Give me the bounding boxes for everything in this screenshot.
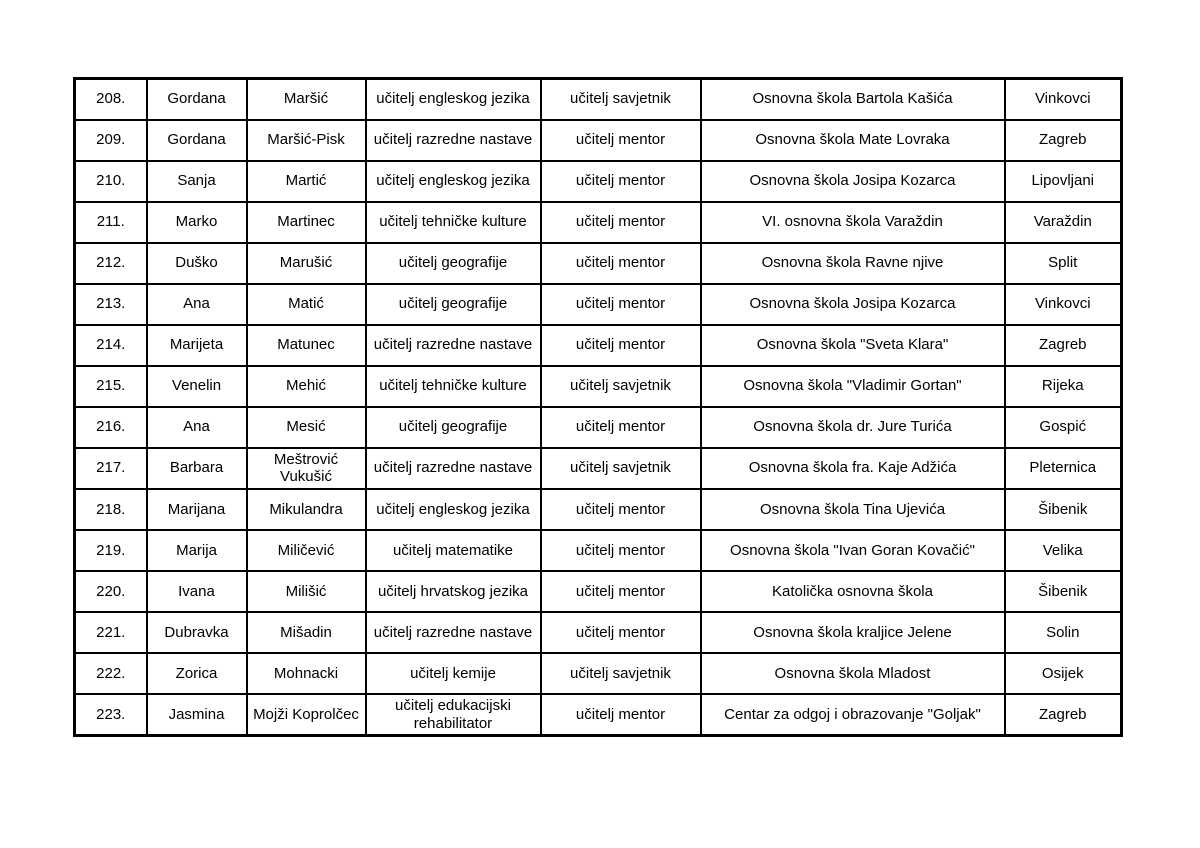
cell-school: Osnovna škola "Sveta Klara" (701, 325, 1005, 366)
cell-number: 222. (75, 653, 147, 694)
cell-first-name: Zorica (147, 653, 247, 694)
cell-status: učitelj mentor (541, 161, 701, 202)
cell-number: 211. (75, 202, 147, 243)
table-row (75, 530, 1122, 571)
cell-status: učitelj mentor (541, 120, 701, 161)
cell-title: učitelj razredne nastave (366, 325, 541, 366)
table-row (75, 284, 1122, 325)
table-row (75, 407, 1122, 448)
cell-number: 217. (75, 448, 147, 489)
cell-status: učitelj savjetnik (541, 448, 701, 489)
cell-city: Varaždin (1005, 202, 1122, 243)
cell-last-name: Mehić (247, 366, 366, 407)
cell-first-name: Gordana (147, 79, 247, 120)
cell-number: 210. (75, 161, 147, 202)
cell-title: učitelj matematike (366, 530, 541, 571)
cell-school: Osnovna škola fra. Kaje Adžića (701, 448, 1005, 489)
table-row (75, 120, 1122, 161)
cell-first-name: Marijana (147, 489, 247, 530)
cell-number: 208. (75, 79, 147, 120)
cell-last-name: Mišadin (247, 612, 366, 653)
cell-title: učitelj geografije (366, 243, 541, 284)
cell-number: 218. (75, 489, 147, 530)
cell-school: Osnovna škola Mladost (701, 653, 1005, 694)
table-row (75, 489, 1122, 530)
cell-number: 214. (75, 325, 147, 366)
table-row (75, 694, 1122, 736)
table-row (75, 79, 1122, 120)
table-row (75, 161, 1122, 202)
cell-city: Šibenik (1005, 571, 1122, 612)
cell-school: Osnovna škola "Vladimir Gortan" (701, 366, 1005, 407)
cell-school: Osnovna škola Josipa Kozarca (701, 161, 1005, 202)
cell-last-name: Mikulandra (247, 489, 366, 530)
cell-city: Vinkovci (1005, 79, 1122, 120)
cell-city: Gospić (1005, 407, 1122, 448)
table-row (75, 366, 1122, 407)
cell-last-name: Miličević (247, 530, 366, 571)
cell-status: učitelj mentor (541, 407, 701, 448)
cell-school: Osnovna škola Tina Ujevića (701, 489, 1005, 530)
cell-first-name: Jasmina (147, 694, 247, 736)
cell-school: Katolička osnovna škola (701, 571, 1005, 612)
cell-first-name: Marko (147, 202, 247, 243)
cell-status: učitelj mentor (541, 612, 701, 653)
cell-city: Osijek (1005, 653, 1122, 694)
cell-title: učitelj edukacijski rehabilitator (366, 694, 541, 736)
cell-first-name: Barbara (147, 448, 247, 489)
cell-title: učitelj hrvatskog jezika (366, 571, 541, 612)
cell-last-name: Maršić (247, 79, 366, 120)
cell-number: 209. (75, 120, 147, 161)
cell-title: učitelj razredne nastave (366, 448, 541, 489)
cell-title: učitelj engleskog jezika (366, 489, 541, 530)
cell-city: Solin (1005, 612, 1122, 653)
cell-status: učitelj mentor (541, 243, 701, 284)
cell-last-name: Matunec (247, 325, 366, 366)
cell-number: 223. (75, 694, 147, 736)
cell-status: učitelj mentor (541, 530, 701, 571)
cell-title: učitelj tehničke kulture (366, 366, 541, 407)
cell-city: Zagreb (1005, 325, 1122, 366)
cell-city: Lipovljani (1005, 161, 1122, 202)
cell-last-name: Martinec (247, 202, 366, 243)
cell-school: Osnovna škola Bartola Kašića (701, 79, 1005, 120)
table-row (75, 325, 1122, 366)
cell-city: Velika (1005, 530, 1122, 571)
cell-status: učitelj mentor (541, 489, 701, 530)
cell-first-name: Ana (147, 284, 247, 325)
cell-first-name: Sanja (147, 161, 247, 202)
cell-school: Osnovna škola dr. Jure Turića (701, 407, 1005, 448)
cell-last-name: Marušić (247, 243, 366, 284)
cell-first-name: Ivana (147, 571, 247, 612)
cell-status: učitelj mentor (541, 325, 701, 366)
cell-title: učitelj geografije (366, 284, 541, 325)
cell-status: učitelj mentor (541, 284, 701, 325)
table-row (75, 571, 1122, 612)
cell-last-name: Mojži Koprolčec (247, 694, 366, 736)
cell-city: Split (1005, 243, 1122, 284)
cell-last-name: Maršić-Pisk (247, 120, 366, 161)
cell-title: učitelj engleskog jezika (366, 161, 541, 202)
cell-number: 221. (75, 612, 147, 653)
cell-last-name: Milišić (247, 571, 366, 612)
cell-number: 219. (75, 530, 147, 571)
cell-city: Zagreb (1005, 694, 1122, 736)
table-row (75, 243, 1122, 284)
cell-status: učitelj mentor (541, 202, 701, 243)
cell-city: Pleternica (1005, 448, 1122, 489)
cell-last-name: Meštrović Vukušić (247, 448, 366, 489)
cell-first-name: Dubravka (147, 612, 247, 653)
cell-city: Rijeka (1005, 366, 1122, 407)
teacher-table (73, 77, 1123, 737)
cell-first-name: Ana (147, 407, 247, 448)
table-row (75, 448, 1122, 489)
cell-first-name: Marija (147, 530, 247, 571)
cell-status: učitelj savjetnik (541, 653, 701, 694)
cell-first-name: Marijeta (147, 325, 247, 366)
cell-school: Osnovna škola Josipa Kozarca (701, 284, 1005, 325)
cell-title: učitelj kemije (366, 653, 541, 694)
cell-title: učitelj engleskog jezika (366, 79, 541, 120)
cell-last-name: Martić (247, 161, 366, 202)
table-row (75, 202, 1122, 243)
cell-title: učitelj razredne nastave (366, 612, 541, 653)
cell-status: učitelj savjetnik (541, 366, 701, 407)
cell-city: Vinkovci (1005, 284, 1122, 325)
cell-title: učitelj razredne nastave (366, 120, 541, 161)
cell-status: učitelj mentor (541, 571, 701, 612)
cell-school: Osnovna škola Ravne njive (701, 243, 1005, 284)
cell-title: učitelj geografije (366, 407, 541, 448)
cell-number: 220. (75, 571, 147, 612)
cell-last-name: Mohnacki (247, 653, 366, 694)
cell-first-name: Duško (147, 243, 247, 284)
cell-city: Šibenik (1005, 489, 1122, 530)
cell-school: Centar za odgoj i obrazovanje "Goljak" (701, 694, 1005, 736)
table-row (75, 612, 1122, 653)
cell-status: učitelj mentor (541, 694, 701, 736)
cell-school: Osnovna škola Mate Lovraka (701, 120, 1005, 161)
cell-last-name: Matić (247, 284, 366, 325)
cell-school: VI. osnovna škola Varaždin (701, 202, 1005, 243)
cell-first-name: Gordana (147, 120, 247, 161)
cell-city: Zagreb (1005, 120, 1122, 161)
cell-title: učitelj tehničke kulture (366, 202, 541, 243)
cell-number: 216. (75, 407, 147, 448)
cell-school: Osnovna škola kraljice Jelene (701, 612, 1005, 653)
cell-first-name: Venelin (147, 366, 247, 407)
table-row (75, 653, 1122, 694)
cell-school: Osnovna škola "Ivan Goran Kovačić" (701, 530, 1005, 571)
cell-number: 212. (75, 243, 147, 284)
table-body (75, 79, 1122, 736)
cell-number: 215. (75, 366, 147, 407)
cell-last-name: Mesić (247, 407, 366, 448)
cell-number: 213. (75, 284, 147, 325)
cell-status: učitelj savjetnik (541, 79, 701, 120)
